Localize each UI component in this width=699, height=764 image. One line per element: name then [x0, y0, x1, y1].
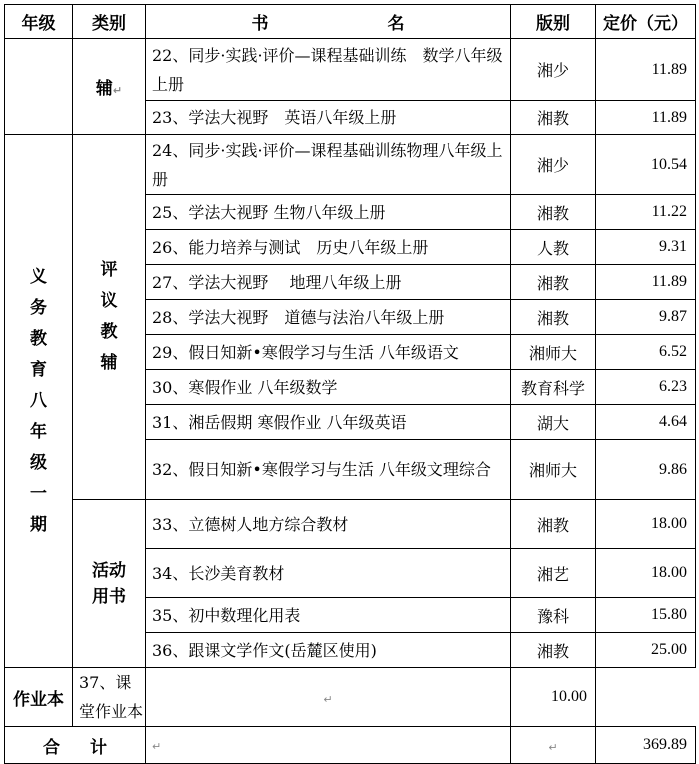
header-book-name: 书 名	[146, 5, 511, 39]
category-fu	[73, 39, 146, 135]
book-name: 25、学法大视野 生物八年级上册	[146, 195, 511, 230]
book-name: 24、同步·实践·评价—课程基础训练物理八年级上册	[146, 135, 511, 195]
grade-vertical-text	[30, 262, 47, 541]
publisher: 湘教	[511, 265, 596, 300]
total-name-empty	[146, 727, 511, 764]
category-pingyi	[73, 135, 146, 500]
book-name: 26、能力培养与测试 历史八年级上册	[146, 230, 511, 265]
publisher: 湘艺	[511, 549, 596, 598]
book-name: 37、课堂作业本	[73, 668, 146, 727]
book-name: 32、假日知新•寒假学习与生活 八年级文理综合	[146, 440, 511, 500]
book-name: 29、假日知新•寒假学习与生活 八年级语文	[146, 335, 511, 370]
price: 9.86	[596, 440, 696, 500]
book-name: 35、初中数理化用表	[146, 598, 511, 633]
table-row	[5, 668, 696, 727]
price: 6.23	[596, 370, 696, 405]
publisher: 湘少	[511, 135, 596, 195]
price: 18.00	[596, 549, 696, 598]
publisher: 教育科学	[511, 370, 596, 405]
vertical-char: 教	[100, 322, 118, 342]
vertical-char: 一	[30, 483, 47, 504]
book-name: 34、长沙美育教材	[146, 549, 511, 598]
price: 18.00	[596, 500, 696, 549]
grade-cell-top	[5, 39, 73, 135]
total-price: 369.89	[596, 727, 696, 764]
book-name: 23、学法大视野 英语八年级上册	[146, 101, 511, 135]
publisher: 湘少	[511, 39, 596, 101]
vertical-char: 级	[30, 452, 47, 473]
book-name: 30、寒假作业 八年级数学	[146, 370, 511, 405]
vertical-char: 评	[100, 260, 118, 280]
grade-label	[5, 135, 73, 668]
paragraph-mark: ↵	[152, 739, 162, 753]
total-label: 合计	[5, 727, 146, 764]
book-name: 31、湘岳假期 寒假作业 八年级英语	[146, 405, 511, 440]
price: 25.00	[596, 633, 696, 668]
publisher: 湘教	[511, 101, 596, 135]
publisher: 湖大	[511, 405, 596, 440]
price: 4.64	[596, 405, 696, 440]
category-label: 辅	[95, 79, 113, 99]
publisher: 湘师大	[511, 440, 596, 500]
price: 9.31	[596, 230, 696, 265]
vertical-char: 教	[30, 328, 47, 349]
header-category: 类别	[73, 5, 146, 39]
header-price: 定价（元）	[596, 5, 696, 39]
price: 11.89	[596, 101, 696, 135]
price: 11.89	[596, 265, 696, 300]
book-name: 33、立德树人地方综合教材	[146, 500, 511, 549]
publisher: 湘教	[511, 500, 596, 549]
vertical-char: 期	[30, 514, 47, 535]
header-publisher: 版别	[511, 5, 596, 39]
publisher: 湘教	[511, 633, 596, 668]
category-activity	[73, 500, 146, 668]
publisher: 湘师大	[511, 335, 596, 370]
header-grade: 年级	[5, 5, 73, 39]
table-row	[5, 135, 696, 195]
publisher: 豫科	[511, 598, 596, 633]
header-row	[5, 5, 696, 39]
vertical-char: 辅	[100, 353, 118, 373]
book-price-table	[4, 4, 696, 764]
book-name: 28、学法大视野 道德与法治八年级上册	[146, 300, 511, 335]
paragraph-mark: ↵	[323, 692, 333, 706]
publisher: 湘教	[511, 300, 596, 335]
paragraph-mark: ↵	[548, 740, 558, 754]
price: 15.80	[596, 598, 696, 633]
price: 10.00	[511, 668, 596, 727]
table-row	[5, 39, 696, 101]
table-row	[5, 500, 696, 549]
total-publisher-empty	[511, 727, 596, 764]
vertical-char: 议	[100, 291, 118, 311]
book-name: 27、学法大视野 地理八年级上册	[146, 265, 511, 300]
price: 10.54	[596, 135, 696, 195]
category-homework: 作业本	[5, 668, 73, 727]
price: 11.22	[596, 195, 696, 230]
vertical-char: 义	[30, 266, 47, 287]
publisher: 湘教	[511, 195, 596, 230]
total-row	[5, 727, 696, 764]
price: 11.89	[596, 39, 696, 101]
publisher	[146, 668, 511, 727]
book-name: 22、同步·实践·评价—课程基础训练 数学八年级上册	[146, 39, 511, 101]
book-name: 36、跟课文学作文(岳麓区使用)	[146, 633, 511, 668]
vertical-char: 育	[30, 359, 47, 380]
vertical-char: 务	[30, 297, 47, 318]
activity-label: 活动 用书	[92, 560, 126, 607]
vertical-char: 年	[30, 421, 47, 442]
price: 9.87	[596, 300, 696, 335]
price: 6.52	[596, 335, 696, 370]
category-vertical-text	[101, 255, 118, 379]
vertical-char: 八	[30, 390, 47, 411]
publisher: 人教	[511, 230, 596, 265]
paragraph-mark: ↵	[112, 84, 123, 97]
